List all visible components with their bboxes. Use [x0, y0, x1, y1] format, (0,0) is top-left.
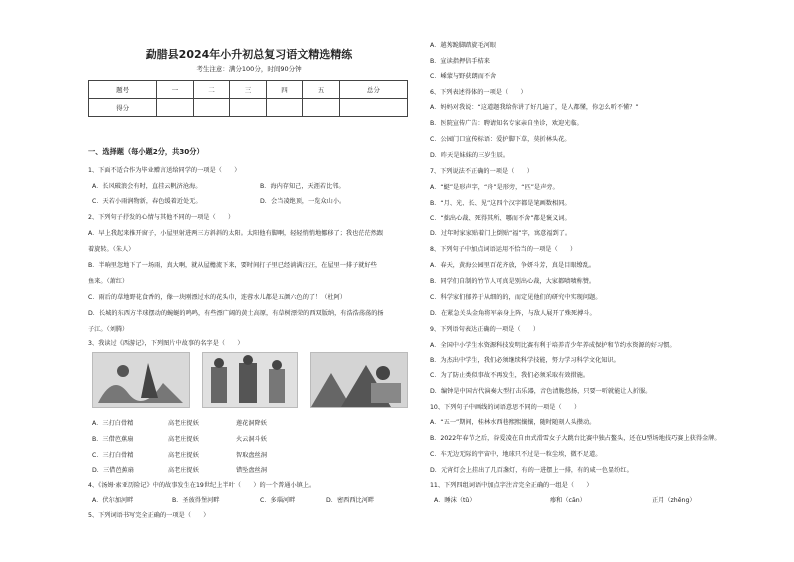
score-cell: 二	[193, 81, 230, 99]
question-1: 1、下面不适合作为毕业赠言送给同学的一项是（ ）	[88, 167, 241, 174]
q2-option-a-cont: 着旋转。（朱人）	[88, 246, 135, 253]
q8-option-c: C．科学家们郁养于从细的的，而定见他们的研究中实现问题。	[430, 294, 602, 301]
q3-option-d: D．三借芭蕉扇	[92, 467, 134, 474]
q9-option-d: D．编钟是中国古代演奏大型打击乐器，音色清脆悠扬，只要一听就能让人折服。	[430, 388, 652, 395]
story-picture-2	[202, 352, 298, 408]
score-input-cell[interactable]	[266, 99, 303, 117]
q7-option-b: B．“月、光、长、见”这四个汉字都是笔画数相同。	[430, 200, 571, 207]
story-pictures	[92, 352, 408, 410]
q4-option-b: B．圣彼得堡河畔	[172, 497, 220, 504]
score-input-cell[interactable]	[230, 99, 267, 117]
q8-option-a: A．春天，黄海公园里百花齐放，争妍斗芳，真是目眼缭乱。	[430, 262, 596, 269]
q6-option-c: C．公园门口宣传标语：爱护脚下草，莫折林头花。	[430, 136, 571, 143]
q10-option-a: A．“五一”期间，桂林水西巷熙熙攘攘，随时随刻人头攒动。	[430, 419, 596, 426]
question-11: 11、下列四组词语中加点字注音完全正确的一组是（ ）	[430, 482, 593, 489]
score-input-cell[interactable]	[339, 99, 407, 117]
q1-option-d: D．会当凌绝顶，一览众山小。	[260, 198, 346, 205]
score-input-cell[interactable]	[157, 99, 194, 117]
question-8: 8、下列句子中加点词语运用不恰当的一项是（ ）	[430, 246, 577, 253]
score-cell: 三	[230, 81, 267, 99]
q3-option-c-2: 高老庄捉妖	[168, 452, 199, 459]
q1-option-b: B．海内存知己，天涯若比邻。	[260, 183, 345, 190]
q3-option-d-2: 高老庄捉妖	[168, 467, 199, 474]
q9-option-b: B．为杰出中学生，我们必须继续科学技能，努力学习科学文化知识。	[430, 357, 620, 364]
score-cell: 总分	[339, 81, 407, 99]
question-3: 3、我读过《西游记》，下列图片中故事的名字是（ ）	[88, 340, 244, 347]
q6-option-a: A．妈妈对我说：“这道题我给你讲了好几遍了，是人都懂，你怎么听不懂？”	[430, 104, 639, 111]
q9-option-c: C．为了防止类似事故不再发生，我们必须采取有效措施。	[430, 372, 590, 379]
page-title: 勐腊县2024年小升初总复习语文精选精练	[145, 48, 353, 61]
q3-option-a-2: 高老庄捉妖	[168, 420, 199, 427]
question-5: 5、下列词语书写完全正确的一项是（ ）	[88, 512, 210, 519]
q2-option-d-cont: 子江。（刘腾）	[88, 326, 129, 333]
question-9: 9、下列语句表达正确的一项是（ ）	[430, 326, 540, 333]
q2-option-d: D．长城的东西方半球摆动的蜿蜒的鸣鸣，有些漂广阔的黄土高原，有草树漂荣的西双版纳，有浩浩荡荡的扬	[88, 310, 384, 317]
q3-option-c: C．三打白骨精	[92, 452, 134, 459]
score-cell: 五	[303, 81, 340, 99]
q7-option-a: A．“蜓”是形声字，“舟”是形旁，“匹”是声旁。	[430, 184, 559, 191]
q1-option-a: A．长风破浪会有时，直挂云帆济沧海。	[92, 183, 202, 190]
q6-option-b: B．医院宣传广告：聘请知名专家亲自坐诊，欢迎光临。	[430, 120, 583, 127]
q4-option-c: C．多瑙河畔	[260, 497, 296, 504]
q6-option-d: D．昨天是妹妹的三岁生辰。	[430, 152, 510, 159]
score-cell: 题号	[89, 81, 157, 99]
q2-option-a: A．早上我起来推开窗子，小屋里射进两三方斜斜的太阳。太阳他有脚啊，轻轻悄悄地挪移了；我也茫茫然跟	[88, 230, 384, 237]
q5-option-b: B．宣读指押信手桔来	[430, 58, 490, 65]
score-input-cell[interactable]	[193, 99, 230, 117]
score-cell: 得分	[89, 99, 157, 117]
score-table-score-row	[89, 99, 408, 117]
question-2: 2、下列句子抒发的心情与其他不同的一项是（ ）	[88, 214, 235, 221]
q10-option-c: C．车无边无际的宇宙中，地球只不过是一粒尘埃，微不足道。	[430, 451, 602, 458]
question-4: 4、《汤姆·索亚历险记》中的故事发生在19世纪上半叶（ ）的一个普通小镇上。	[88, 482, 316, 489]
q4-option-d: D．密西西比河畔	[326, 497, 375, 504]
q8-option-b: B．同学们自制的竹节人可真是别出心裁，大家都啧啧称赞。	[430, 278, 596, 285]
score-table	[88, 80, 408, 117]
q5-option-c: C．嵊蒙与野获朗而不舍	[430, 73, 497, 80]
story-picture-1	[92, 352, 190, 408]
q3-option-a: A．三打白骨精	[92, 420, 134, 427]
score-input-cell[interactable]	[303, 99, 340, 117]
q2-option-b: B．半晌里忽地下了一场雨，真大啊，就从屋檐流下来，要时间打子里已经淌满汪汪，在屋里一排子就好些	[88, 262, 377, 269]
question-6: 6、下列表述得体的一项是（ ）	[430, 89, 527, 96]
score-cell: 四	[266, 81, 303, 99]
q3-option-c-3: 智取盘丝洞	[236, 452, 267, 459]
q5-option-a: A．越莠跪脚踏旋毛河眼	[430, 42, 497, 49]
q1-option-c: C．天若小雨润物新，春色缓着近处无。	[92, 198, 202, 205]
q8-option-d: D．在紧急关头金角将军亲身上阵，与敌人展开了殊死搏斗。	[430, 310, 596, 317]
q10-option-d: D．元宵灯会上挂出了几百盏灯，有的一进摆上一排，有的咸一色显纷红。	[430, 467, 633, 474]
q3-option-b: B．三借芭蕉扇	[92, 436, 134, 443]
q3-option-a-3: 莲花洞降妖	[236, 420, 267, 427]
q3-option-d-3: 错坠盘丝洞	[236, 467, 267, 474]
q2-option-b-cont: 鱼来。（萧红）	[88, 278, 129, 285]
q3-option-b-3: 火云洞斗妖	[236, 436, 267, 443]
q3-option-b-2: 高老庄捉妖	[168, 436, 199, 443]
page-subtitle: 考生注意：满分100分，时间90分钟	[196, 65, 302, 73]
q11-option-a-2: 瘆和（cān）	[550, 497, 586, 504]
score-table-header-row	[89, 81, 408, 99]
q4-option-a: A．伏尔加河畔	[92, 497, 134, 504]
q11-option-a-3: 正月（zhēng）	[652, 497, 696, 504]
q7-option-d: D．过年时家家贴着门上倒贴“福”字，寓意福到了。	[430, 230, 572, 237]
q2-option-c: C．雨后的草地野花食香的，像一块刚漂过水的花头巾，连蓉水儿都是五颜六色的了！（杜阿）	[88, 294, 347, 301]
q11-option-a-1: A．睡沫（tǔ）	[434, 497, 476, 504]
q10-option-b: B．2022年春节之后，谷爱凌在自由式滑雪女子大跳台比赛中独占鳌头，还在U型场地技巧赛上获得金牌。	[430, 435, 721, 442]
story-picture-3	[310, 352, 408, 408]
question-10: 10、下列句子中画线的词语意思不同的一项是（ ）	[430, 404, 581, 411]
q7-option-c: C．“拙出心裁、死得其所、哪而不舍”都是褒义词。	[430, 215, 571, 222]
section-heading: 一、选择题（每小题2分，共30分）	[88, 147, 204, 156]
question-7: 7、下列说法不正确的一项是（ ）	[430, 168, 533, 175]
score-cell: 一	[157, 81, 194, 99]
q9-option-a: A．全国中小学生水资源科技发明比赛有利于培养青少年养成保护和节约水资源的好习惯。	[430, 342, 676, 349]
